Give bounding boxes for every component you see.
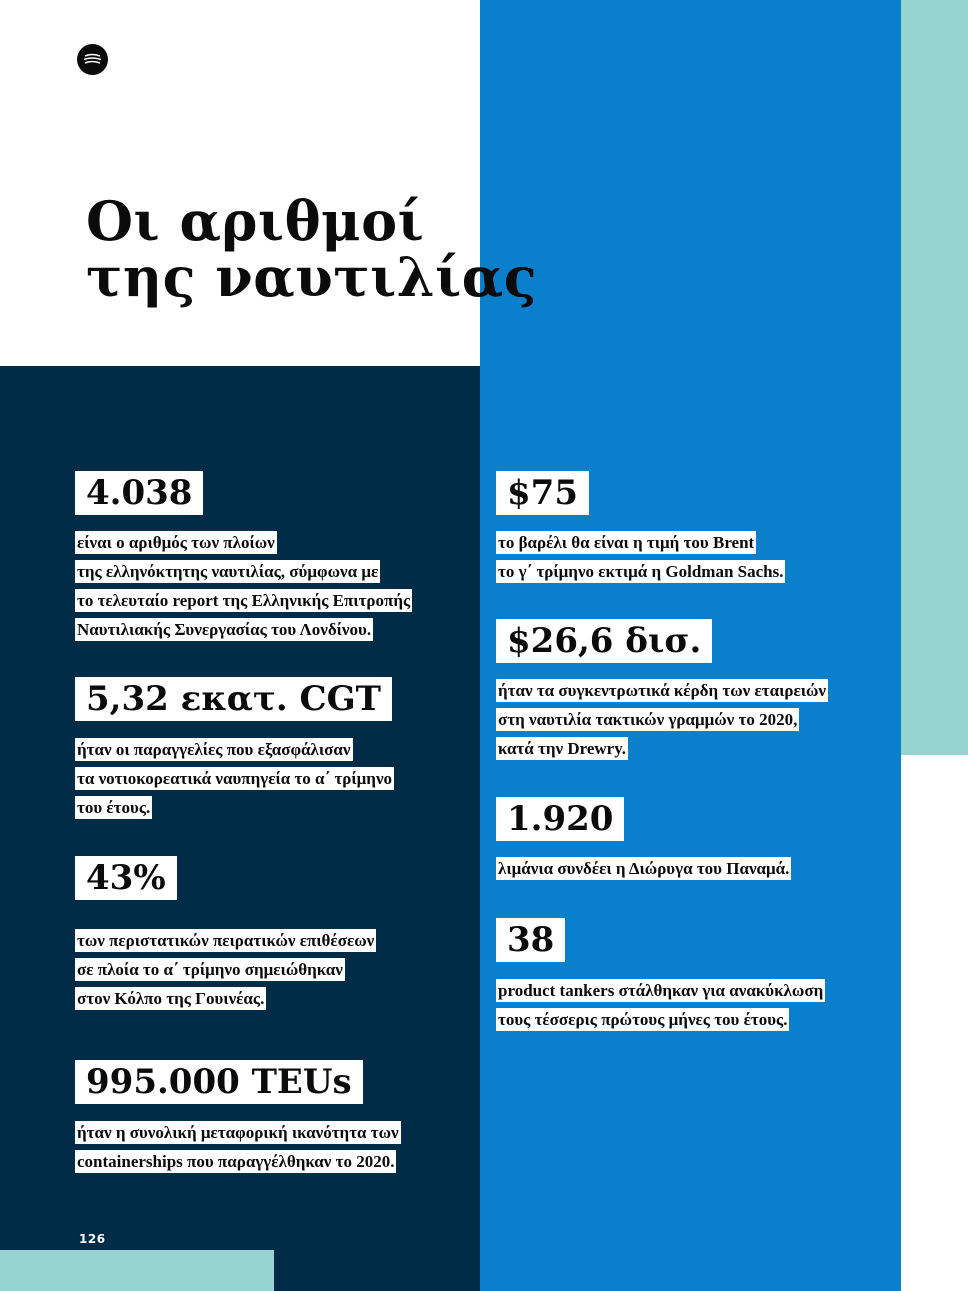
description-line: το βαρέλι θα είναι η τιμή του Brent — [498, 533, 755, 552]
description-line: το τελευταίο report της Ελληνικής Επιτροπής — [77, 591, 411, 610]
description-line: του έτους. — [77, 798, 151, 817]
description-line: Ναυτιλιακής Συνεργασίας του Λονδίνου. — [77, 620, 372, 639]
stat-description-ports — [496, 857, 791, 886]
stat-value-brent: $75 — [496, 471, 589, 515]
description-line: τους τέσσερις πρώτους μήνες του έτους. — [498, 1010, 788, 1029]
magazine-logo-icon — [77, 44, 108, 75]
description-line: product tankers στάλθηκαν για ανακύκλωση — [498, 981, 824, 1000]
stat-value-profits: $26,6 δισ. — [496, 619, 712, 663]
description-line: των περιστατικών πειρατικών επιθέσεων — [77, 931, 375, 950]
teal-strip-bottom — [0, 1250, 274, 1291]
description-line: το γ΄ τρίμηνο εκτιμά η Goldman Sachs. — [498, 562, 784, 581]
page-title-line-2: της ναυτιλίας — [86, 245, 538, 309]
stat-value-teus: 995.000 TEUs — [75, 1060, 363, 1104]
description-line: τα νοτιοκορεατικά ναυπηγεία το α΄ τρίμηνο — [77, 769, 393, 788]
description-line: στη ναυτιλία τακτικών γραμμών το 2020, — [498, 710, 798, 729]
description-line: είναι ο αριθμός των πλοίων — [77, 533, 275, 552]
header-area — [0, 0, 480, 366]
description-line: ήταν η συνολική μεταφορική ικανότητα των — [77, 1123, 399, 1142]
stat-description-piracy — [75, 929, 376, 1016]
page-title — [86, 189, 538, 309]
description-line: ήταν τα συγκεντρωτικά κέρδη των εταιρειών — [498, 681, 827, 700]
stat-value-cgt: 5,32 εκατ. CGT — [75, 677, 392, 721]
page-title-line-1: Οι αριθμοί — [86, 189, 425, 253]
stat-description-teus — [75, 1121, 401, 1179]
description-line: containerships που παραγγέλθηκαν το 2020. — [77, 1152, 395, 1171]
stat-description-brent — [496, 531, 785, 589]
page-number: 126 — [79, 1232, 106, 1246]
teal-strip-right — [901, 0, 968, 755]
stat-description-profits — [496, 679, 828, 766]
description-line: σε πλοία το α΄ τρίμηνο σημειώθηκαν — [77, 960, 343, 979]
description-line: κατά την Drewry. — [498, 739, 627, 758]
stat-description-cgt — [75, 738, 394, 825]
stat-value-ships: 4.038 — [75, 471, 203, 515]
description-line: λιμάνια συνδέει η Διώρυγα του Παναμά. — [498, 859, 790, 878]
stat-description-tankers — [496, 979, 825, 1037]
stat-value-tankers: 38 — [496, 918, 565, 962]
stat-description-ships — [75, 531, 412, 647]
description-line: της ελληνόκτητης ναυτιλίας, σύμφωνα με — [77, 562, 379, 581]
description-line: στον Κόλπο της Γουινέας. — [77, 989, 265, 1008]
stat-value-ports: 1.920 — [496, 797, 624, 841]
stat-value-piracy: 43% — [75, 856, 177, 900]
description-line: ήταν οι παραγγελίες που εξασφάλισαν — [77, 740, 351, 759]
